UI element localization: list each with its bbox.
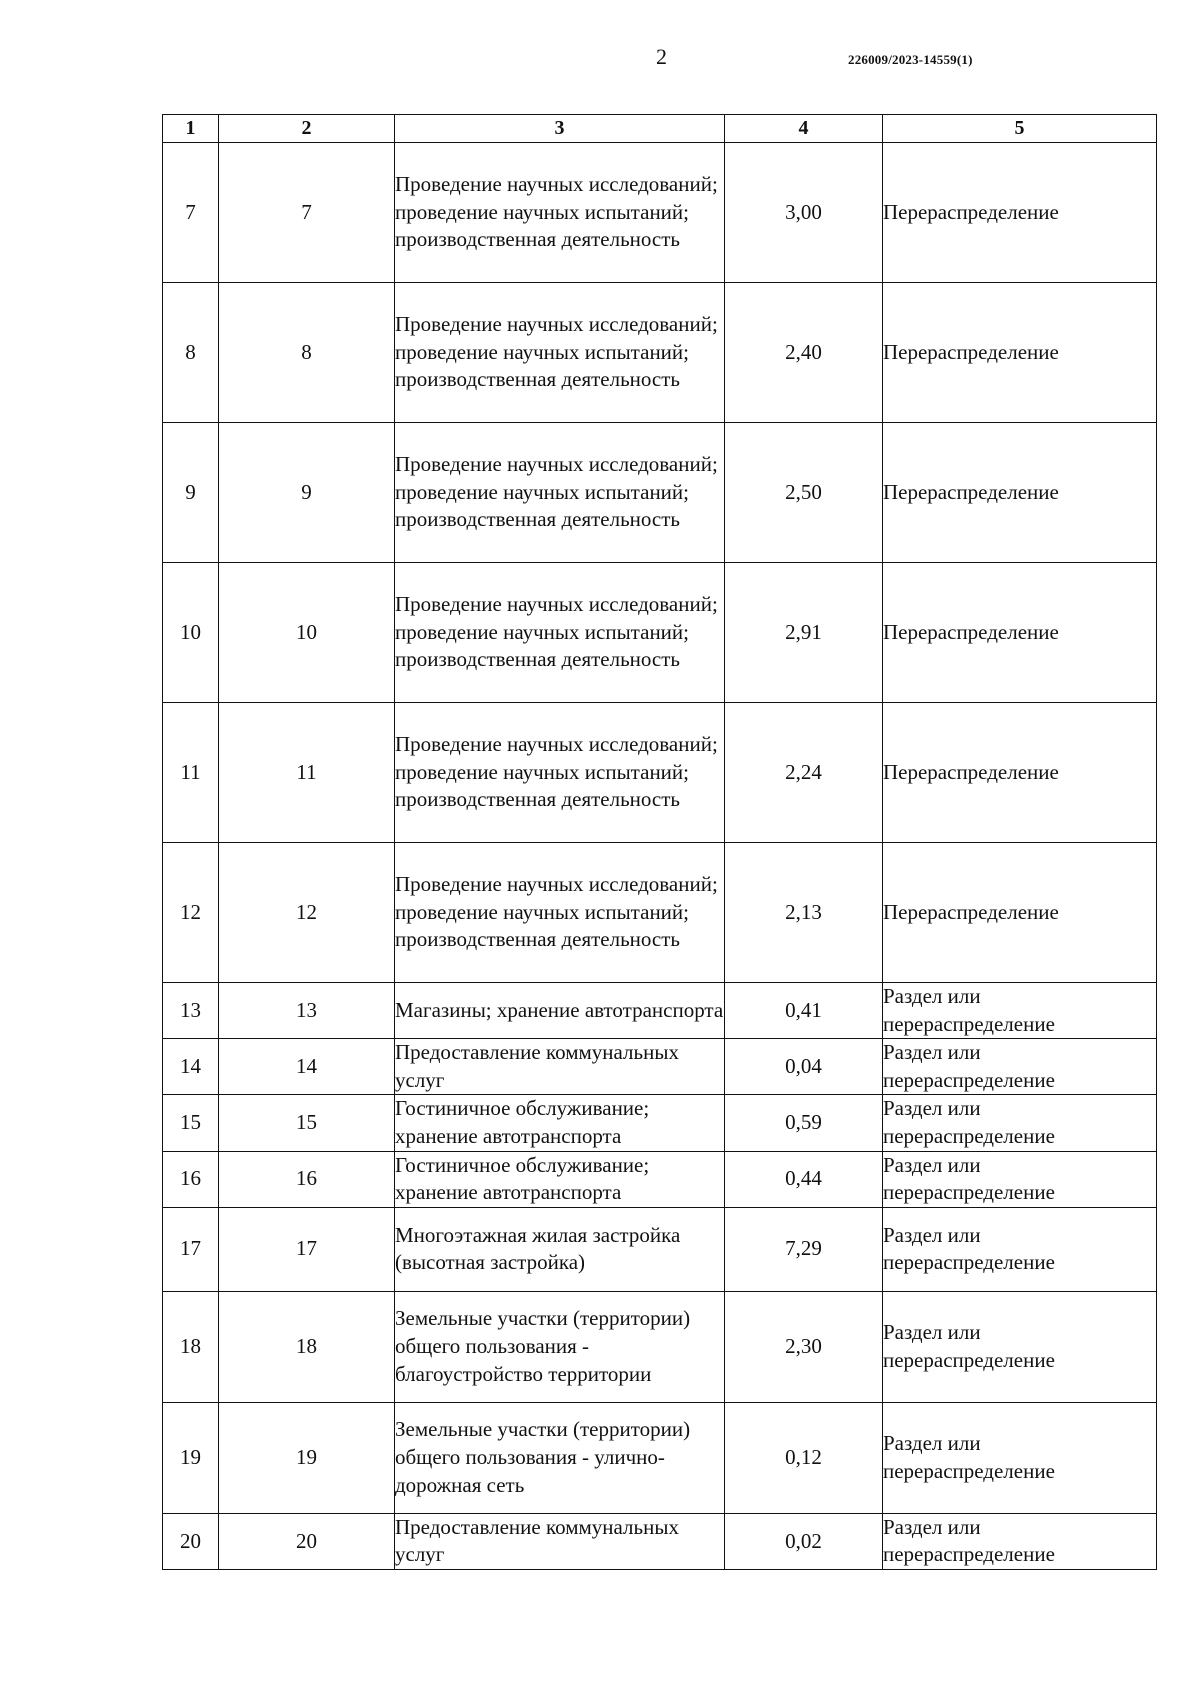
row-number: 12 [163,843,219,983]
plot-area: 0,59 [725,1095,883,1151]
table-row [163,703,1157,843]
formation-method: Перераспределение [883,283,1157,423]
plot-area: 0,02 [725,1513,883,1569]
row-number: 15 [163,1095,219,1151]
permitted-use: Проведение научных исследований; проведение научных испытаний; производственная деятельность [395,423,725,563]
permitted-use: Земельные участки (территории) общего пользования - благоустройство территории [395,1291,725,1402]
table-row [163,1039,1157,1095]
row-number: 7 [163,143,219,283]
formation-method: Перераспределение [883,703,1157,843]
formation-method: Раздел или перераспределение [883,1402,1157,1513]
plot-area: 0,04 [725,1039,883,1095]
plot-area: 0,44 [725,1151,883,1207]
table-row [163,1402,1157,1513]
table-row [163,843,1157,983]
plot-number: 13 [219,983,395,1039]
table-row [163,1151,1157,1207]
plot-area: 2,50 [725,423,883,563]
row-number: 13 [163,983,219,1039]
plot-area: 2,91 [725,563,883,703]
table-row [163,983,1157,1039]
permitted-use: Магазины; хранение автотранспорта [395,983,725,1039]
column-header: 3 [395,115,725,143]
formation-method: Раздел или перераспределение [883,1207,1157,1291]
formation-method: Перераспределение [883,423,1157,563]
row-number: 16 [163,1151,219,1207]
plot-number: 16 [219,1151,395,1207]
plot-area: 2,30 [725,1291,883,1402]
plot-number: 15 [219,1095,395,1151]
column-header: 2 [219,115,395,143]
row-number: 8 [163,283,219,423]
table-row [163,143,1157,283]
row-number: 14 [163,1039,219,1095]
plot-number: 10 [219,563,395,703]
table-row [163,1095,1157,1151]
formation-method: Перераспределение [883,143,1157,283]
table-header-row [163,115,1157,143]
row-number: 10 [163,563,219,703]
permitted-use: Проведение научных исследований; проведение научных испытаний; производственная деятельность [395,843,725,983]
plot-number: 20 [219,1513,395,1569]
plot-number: 9 [219,423,395,563]
formation-method: Раздел или перераспределение [883,983,1157,1039]
formation-method: Перераспределение [883,843,1157,983]
plot-area: 2,13 [725,843,883,983]
page-number: 2 [656,44,667,69]
table-row [163,1291,1157,1402]
plot-number: 17 [219,1207,395,1291]
document-reference: 226009/2023-14559(1) [848,52,973,67]
plot-number: 11 [219,703,395,843]
permitted-use: Предоставление коммунальных услуг [395,1513,725,1569]
formation-method: Раздел или перераспределение [883,1095,1157,1151]
plot-area: 7,29 [725,1207,883,1291]
plot-area: 2,24 [725,703,883,843]
plot-number: 7 [219,143,395,283]
table-row [163,283,1157,423]
formation-method: Перераспределение [883,563,1157,703]
table-row [163,1513,1157,1569]
row-number: 19 [163,1402,219,1513]
plot-area: 0,41 [725,983,883,1039]
row-number: 9 [163,423,219,563]
permitted-use: Проведение научных исследований; проведение научных испытаний; производственная деятельность [395,563,725,703]
formation-method: Раздел или перераспределение [883,1039,1157,1095]
plot-number: 18 [219,1291,395,1402]
plot-area: 3,00 [725,143,883,283]
table-row [163,423,1157,563]
formation-method: Раздел или перераспределение [883,1151,1157,1207]
land-plots-table [162,114,1157,1570]
plot-number: 8 [219,283,395,423]
permitted-use: Проведение научных исследований; проведение научных испытаний; производственная деятельность [395,283,725,423]
plot-number: 14 [219,1039,395,1095]
formation-method: Раздел или перераспределение [883,1291,1157,1402]
table-row [163,1207,1157,1291]
plot-number: 19 [219,1402,395,1513]
plot-number: 12 [219,843,395,983]
column-header: 1 [163,115,219,143]
permitted-use: Земельные участки (территории) общего пользования - улично-дорожная сеть [395,1402,725,1513]
row-number: 17 [163,1207,219,1291]
column-header: 5 [883,115,1157,143]
permitted-use: Проведение научных исследований; проведение научных испытаний; производственная деятельность [395,143,725,283]
plot-area: 0,12 [725,1402,883,1513]
table-row [163,563,1157,703]
plot-area: 2,40 [725,283,883,423]
permitted-use: Гостиничное обслуживание; хранение автотранспорта [395,1151,725,1207]
row-number: 20 [163,1513,219,1569]
permitted-use: Многоэтажная жилая застройка (высотная застройка) [395,1207,725,1291]
permitted-use: Гостиничное обслуживание; хранение автотранспорта [395,1095,725,1151]
formation-method: Раздел или перераспределение [883,1513,1157,1569]
row-number: 18 [163,1291,219,1402]
row-number: 11 [163,703,219,843]
permitted-use: Проведение научных исследований; проведение научных испытаний; производственная деятельность [395,703,725,843]
permitted-use: Предоставление коммунальных услуг [395,1039,725,1095]
column-header: 4 [725,115,883,143]
